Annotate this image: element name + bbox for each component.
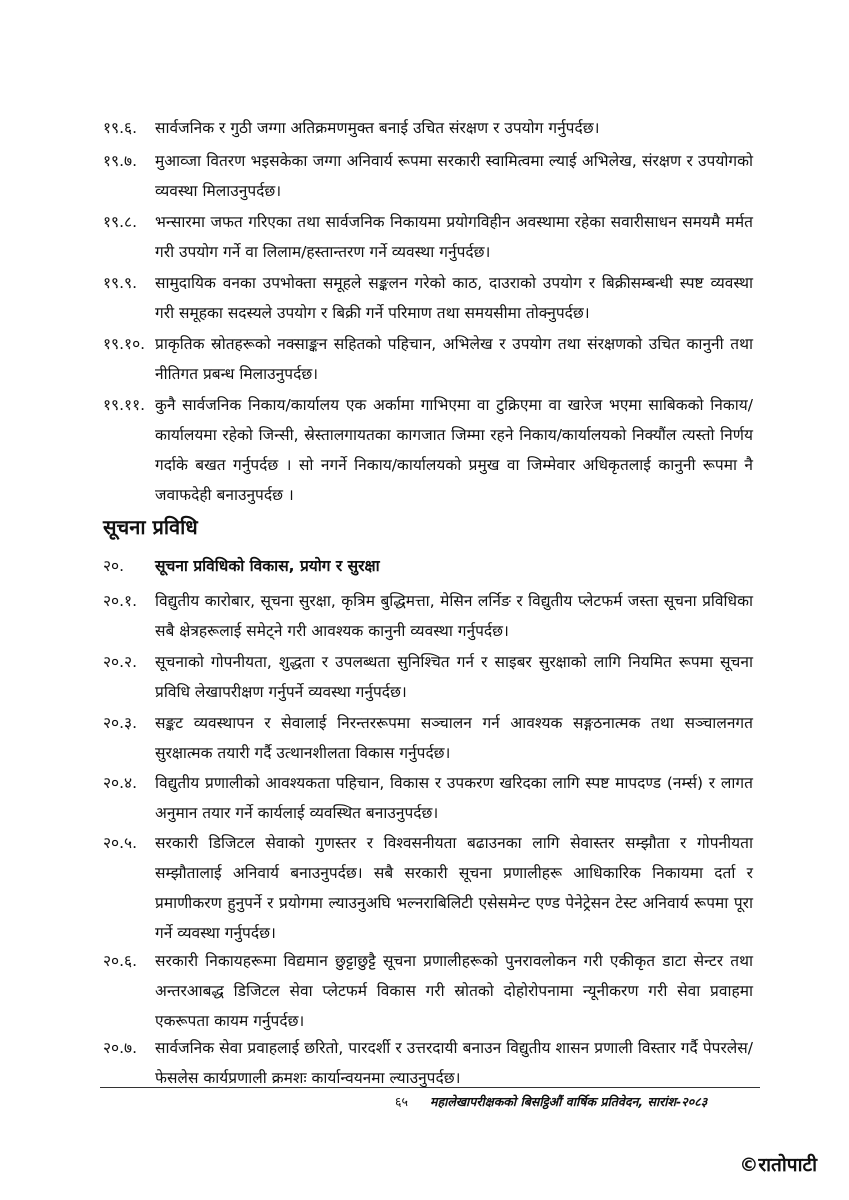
sub-heading-number: २०. (103, 557, 125, 575)
item-text: मुआव्जा वितरण भइसकेका जग्गा अनिवार्य रूपमा सरकारी स्वामित्वमा ल्याई अभिलेख, संरक्षण र उपयोगको व्यवस्था मिलाउनुपर्दछ। (155, 152, 753, 200)
list-item (103, 946, 753, 1036)
item-number: १९.८. (103, 213, 138, 231)
item-number: २०.७. (103, 1039, 138, 1057)
item-number: १९.६. (103, 119, 138, 137)
list-item (103, 113, 753, 143)
footer-divider (100, 1087, 760, 1088)
item-text: भन्सारमा जफत गरिएका तथा सार्वजनिक निकायमा प्रयोगविहीन अवस्थामा रहेका सवारीसाधन समयमै मर्मत गरी उपयोग गर्ने वा लिलाम/हस्तान्तरण गर्ने व्यवस्था गर्नुपर्दछ। (155, 213, 753, 261)
page-footer (395, 1093, 760, 1111)
section-heading: सूचना प्रविधि (103, 515, 198, 539)
item-number: १९.१०. (103, 335, 146, 353)
item-text: सङ्कट व्यवस्थापन र सेवालाई निरन्तररूपमा सञ्चालन गर्न आवश्यक सङ्गठनात्मक तथा सञ्चालनगत सुरक्षात्मक तयारी गर्दै उत्थानशीलता विकास गर्नुपर्दछ। (155, 714, 753, 762)
item-text: सार्वजनिक र गुठी जग्गा अतिक्रमणमुक्त बनाई उचित संरक्षण र उपयोग गर्नुपर्दछ। (155, 119, 600, 137)
watermark: ©रातोपाटी (739, 1154, 817, 1176)
item-number: १९.११. (103, 396, 146, 414)
item-text: विद्युतीय कारोबार, सूचना सुरक्षा, कृत्रिम बुद्धिमत्ता, मेसिन लर्निङ र विद्युतीय प्लेटफर्म जस्ता सूचना प्रविधिका सबै क्षेत्रहरूलाई समेट्ने गरी आवश्यक कानुनी व्यवस्था गर्नुपर्दछ। (155, 592, 753, 640)
list-item (103, 268, 753, 328)
item-number: १९.७. (103, 152, 138, 170)
list-item (103, 828, 753, 948)
item-number: २०.३. (103, 714, 138, 732)
list-item (103, 768, 753, 828)
item-number: १९.९. (103, 274, 138, 292)
list-item (103, 329, 753, 389)
list-item (103, 586, 753, 646)
sub-heading-text: सूचना प्रविधिको विकास, प्रयोग र सुरक्षा (155, 557, 380, 575)
item-text: सरकारी डिजिटल सेवाको गुणस्तर र विश्वसनीयता बढाउनका लागि सेवास्तर सम्झौता र गोपनीयता सम्झौतालाई अनिवार्य बनाउनुपर्दछ। सबै सरकारी सूचना प्रणालीहरू आधिकारिक निकायमा दर्ता र प्रमाणीकरण हुनुपर्ने र प्रयोगमा ल्याउनुअघि भल्नराबिलिटी एसेसमेन्ट एण्ड पेनेट्रेसन टेस्ट अनिवार्य रूपमा पूरा गर्ने व्यवस्था गर्नुपर्दछ। (155, 834, 753, 942)
list-item (103, 647, 753, 707)
item-number: २०.४. (103, 774, 138, 792)
page-number: ६५ (395, 1094, 409, 1109)
item-text: सामुदायिक वनका उपभोक्ता समूहले सङ्कलन गरेको काठ, दाउराको उपयोग र बिक्रीसम्बन्धी स्पष्ट व्यवस्था गरी समूहका सदस्यले उपयोग र बिक्री गर्ने परिमाण तथा समयसीमा तोक्नुपर्दछ। (155, 274, 753, 322)
list-item (103, 708, 753, 768)
item-text: सार्वजनिक सेवा प्रवाहलाई छरितो, पारदर्शी र उत्तरदायी बनाउन विद्युतीय शासन प्रणाली विस्तार गर्दै पेपरलेस/फेसलेस कार्यप्रणाली क्रमशः कार्यान्वयनमा ल्याउनुपर्दछ। (155, 1039, 753, 1087)
item-text: कुनै सार्वजनिक निकाय/कार्यालय एक अर्कामा गाभिएमा वा टुक्रिएमा वा खारेज भएमा साबिकको निकाय/कार्यालयमा रहेको जिन्सी, स्रेस्तालगायतका कागजात जिम्मा रहने निकाय/कार्यालयको निक्यौंल त्यस्तो निर्णय गर्दाके बखत गर्नुपर्दछ । सो नगर्ने निकाय/कार्यालयको प्रमुख वा जिम्मेवार अधिकृतलाई कानुनी रूपमा नै जवाफदेही बनाउनुपर्दछ । (155, 396, 753, 504)
item-text: सरकारी निकायहरूमा विद्यमान छुट्टाछुट्टै सूचना प्रणालीहरूको पुनरावलोकन गरी एकीकृत डाटा सेन्टर तथा अन्तरआबद्ध डिजिटल सेवा प्लेटफर्म विकास गरी स्रोतको दोहोरोपनामा न्यूनीकरण गरी सेवा प्रवाहमा एकरूपता कायम गर्नुपर्दछ। (155, 952, 753, 1030)
item-number: २०.६. (103, 952, 138, 970)
report-title: महालेखापरीक्षकको बिसट्ठिऔं वार्षिक प्रतिवेदन, सारांश-२०८३ (430, 1094, 708, 1109)
item-number: २०.१. (103, 592, 138, 610)
list-item (103, 1033, 753, 1093)
list-item (103, 146, 753, 206)
item-number: २०.५. (103, 834, 138, 852)
sub-heading (103, 551, 753, 581)
list-item (103, 207, 753, 267)
item-text: प्राकृतिक स्रोतहरूको नक्साङ्कन सहितको पहिचान, अभिलेख र उपयोग तथा संरक्षणको उचित कानुनी तथा नीतिगत प्रबन्ध मिलाउनुपर्दछ। (155, 335, 753, 383)
item-number: २०.२. (103, 653, 138, 671)
item-text: विद्युतीय प्रणालीको आवश्यकता पहिचान, विकास र उपकरण खरिदका लागि स्पष्ट मापदण्ड (नर्म्स) र लागत अनुमान तयार गर्ने कार्यलाई व्यवस्थित बनाउनुपर्दछ। (155, 774, 753, 822)
item-text: सूचनाको गोपनीयता, शुद्धता र उपलब्धता सुनिश्चित गर्न र साइबर सुरक्षाको लागि नियमित रूपमा सूचना प्रविधि लेखापरीक्षण गर्नुपर्ने व्यवस्था गर्नुपर्दछ। (155, 653, 753, 701)
list-item (103, 390, 753, 510)
